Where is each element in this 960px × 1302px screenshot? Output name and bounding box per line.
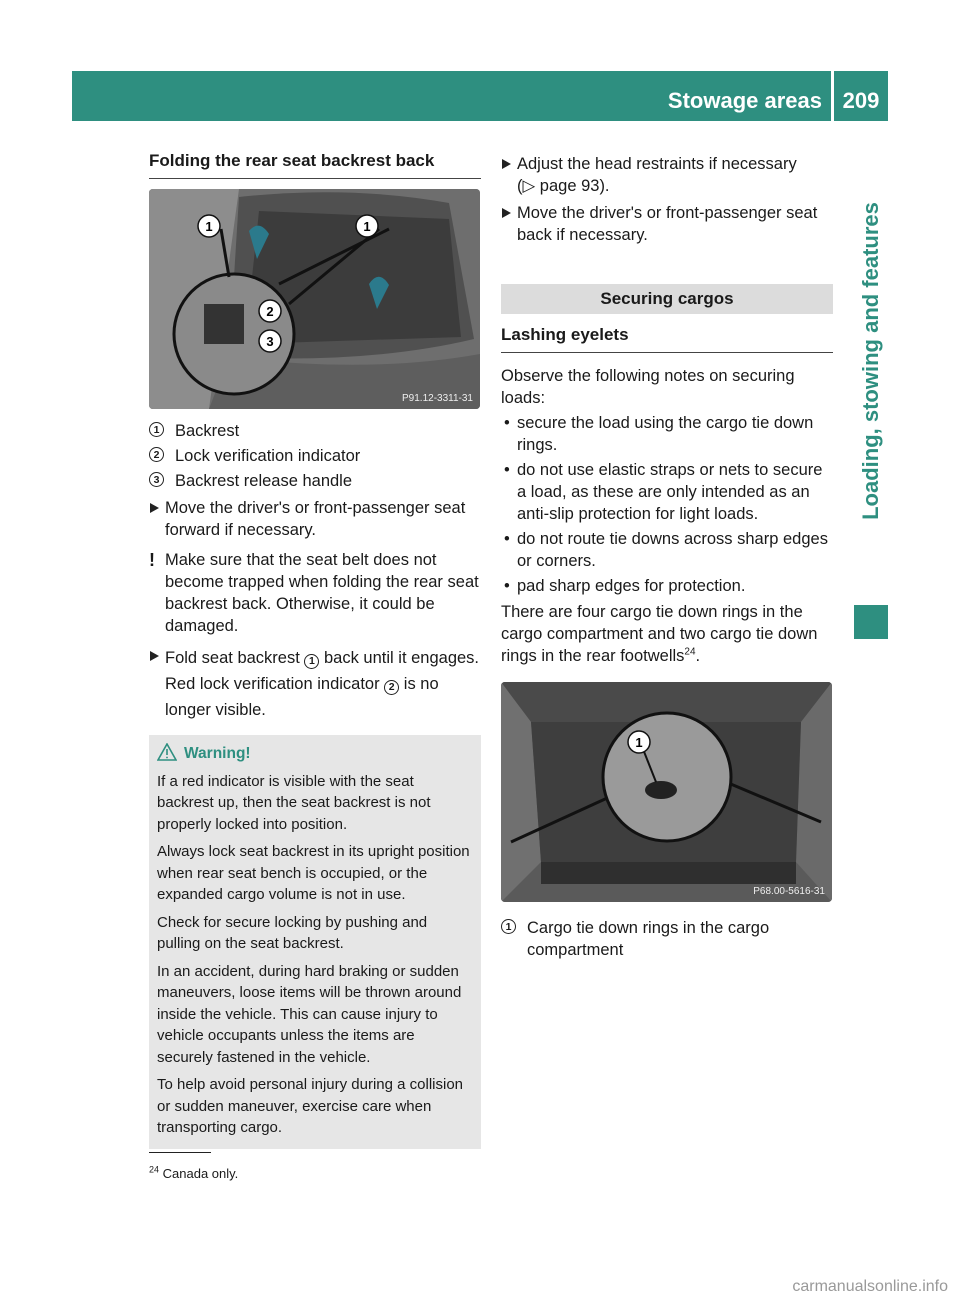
warning-paragraph: In an accident, during hard braking or sudden maneuvers, loose items will be thrown around inside the vehicle. This can cause injury to vehicle occupants unless the items are securely fastened in the vehicle. [157, 962, 462, 1066]
instruction-step: Fold seat backrest 1 back until it engages. Red lock verification indicator 2 is no longer visible. [149, 645, 481, 723]
warning-paragraph: Always lock seat backrest in its upright position when rear seat bench is occupied, or the expanded cargo volume is not in use. [157, 843, 470, 903]
warning-box [149, 735, 481, 1149]
legend-item: 1 Backrest [149, 420, 481, 442]
svg-text:1: 1 [205, 219, 213, 234]
instruction-step: Move the driver's or front-passenger seat back if necessary. [501, 202, 833, 246]
bullet-item: • secure the load using the cargo tie down rings. [501, 412, 833, 456]
warning-paragraph: To help avoid personal injury during a collision or sudden maneuver, exercise care when transporting cargo. [157, 1076, 464, 1136]
warning-paragraph: Check for secure locking by pushing and pulling on the seat backrest. [157, 913, 428, 952]
legend-item: 2 Lock verification indicator [149, 445, 481, 467]
callout-1b [356, 215, 378, 237]
svg-text:1: 1 [635, 735, 643, 750]
warning-triangle-icon [157, 743, 177, 761]
page-number: 209 [842, 88, 880, 113]
bullet-item: • do not route tie downs across sharp edges or corners. [501, 528, 833, 572]
figure-code: P68.00-5616-31 [753, 886, 825, 897]
bullet-item: • do not use elastic straps or nets to secure a load, as these are only intended as an anti-slip protection for light loads. [501, 459, 833, 525]
callout-1a [198, 215, 220, 237]
right-column [501, 153, 833, 964]
instruction-step: Move the driver's or front-passenger seat forward if necessary. [149, 497, 481, 541]
callout-1 [628, 731, 650, 753]
page-ref-arrow-icon: ▷ [522, 177, 536, 195]
svg-text:3: 3 [266, 334, 274, 349]
svg-text:2: 2 [266, 304, 274, 319]
bullet-item: • pad sharp edges for protection. [501, 575, 833, 597]
footnote-ref[interactable]: 24 [684, 646, 696, 658]
chapter-tab-marker [854, 605, 888, 639]
warning-paragraph: If a red indicator is visible with the seat backrest up, then the seat backrest is not properly locked into position. [157, 772, 431, 833]
gray-section-heading: Securing cargos [501, 284, 833, 314]
caution-note: ! Make sure that the seat belt does not become trapped when folding the rear seat backrest back. Otherwise, it could be damaged. [149, 550, 479, 635]
seat-backrest-figure [149, 189, 480, 409]
watermark[interactable]: carmanualsonline.info [792, 1278, 948, 1295]
seat-backrest-illustration [149, 189, 480, 409]
section-title: Folding the rear seat backrest back [149, 150, 481, 179]
chapter-title: Loading, stowing and features [858, 202, 883, 520]
chapter-side-label [854, 121, 888, 601]
intro-text: Observe the following notes on securing loads: [501, 367, 795, 407]
paragraph: There are four cargo tie down rings in the cargo compartment and two cargo tie down rings in the rear footwells$^{24}$. [501, 603, 818, 665]
cargo-figure [501, 682, 832, 902]
callout-3 [259, 330, 281, 352]
figure-code: P91.12-3311-31 [402, 393, 473, 404]
callout-2 [259, 300, 281, 322]
warning-header: Warning! [157, 743, 473, 765]
instruction-step: Adjust the head restraints if necessary (▷ page 93). [501, 153, 833, 197]
legend-item: 1 Cargo tie down rings in the cargo compartment [501, 917, 833, 961]
footnote-rule [149, 1152, 211, 1153]
left-column [149, 150, 481, 1149]
footnote: $^{24}$ Canada only. [149, 1164, 239, 1181]
header-title: Stowage areas [667, 88, 822, 113]
legend-item: 3 Backrest release handle [149, 470, 481, 492]
svg-text:1: 1 [363, 219, 371, 234]
cargo-illustration [501, 682, 832, 902]
subsection-title: Lashing eyelets [501, 324, 833, 353]
